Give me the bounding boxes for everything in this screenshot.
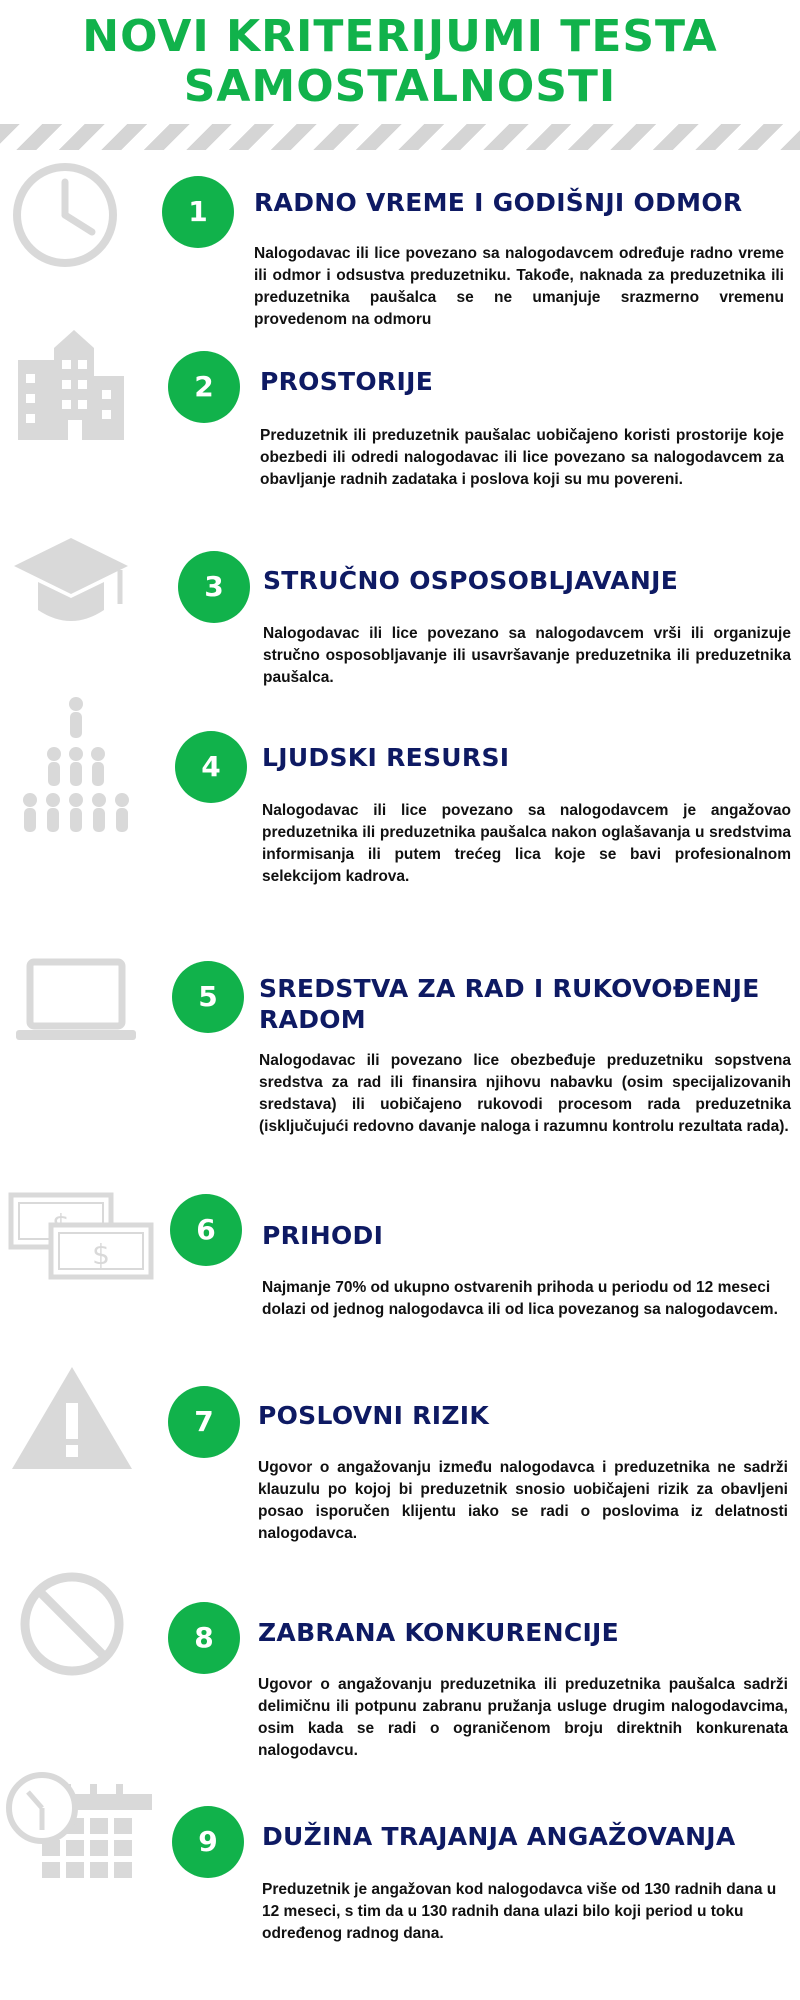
section-text-5: Nalogodavac ili povezano lice obezbeđuje preduzetniku sopstvena sredstva za rad ili finansira njihovu nabavku (osim specijalizovanih sredstava) ili uobičajeno rukovodi procesom rada preduzetnika (isključujući redovno davanje naloga i razumnu kontrolu rezultata rada). bbox=[259, 1052, 791, 1135]
section-text-6: Najmanje 70% od ukupno ostvarenih prihoda u periodu od 12 meseci dolazi od jednog nalogodavca ili od lica povezanog sa nalogodavcem. bbox=[262, 1279, 778, 1318]
section-number-4: 4 bbox=[175, 731, 247, 803]
section-heading-9: DUŽINA TRAJANJA ANGAŽOVANJA bbox=[262, 1822, 736, 1851]
section-number-6: 6 bbox=[170, 1194, 242, 1266]
page-title bbox=[0, 12, 800, 112]
section-number-1: 1 bbox=[162, 176, 234, 248]
laptop-icon bbox=[14, 958, 138, 1044]
title-line-2: SAMOSTALNOSTI bbox=[183, 61, 617, 112]
section-heading-7: POSLOVNI RIZIK bbox=[258, 1401, 490, 1430]
section-text-7: Ugovor o angažovanju između nalogodavca i preduzetnika ne sadrži klauzulu po kojoj bi preduzetnik snosio uobičajeni rizik za obavljeni posao isporučen klijentu iako se radi o poslovima iz delatnosti nalogodavca. bbox=[258, 1459, 788, 1542]
people-hierarchy-icon bbox=[20, 696, 132, 836]
section-text-2: Preduzetnik ili preduzetnik paušalac uobičajeno koristi prostorije koje obezbedi ili odredi nalogodavac ili lice povezano sa nalogodavcem za obavljanje radnih zadataka i poslova koji su mu povereni. bbox=[260, 427, 784, 488]
graduation-cap-icon bbox=[12, 536, 130, 632]
section-text-8: Ugovor o angažovanju preduzetnika ili preduzetnika paušalca sadrži delimičnu ili potpunu zabranu pružanja usluge drugim nalogodavcima, osim kada se radi o ograničenom broju direktnih konkurenata nalogodavcu. bbox=[258, 1676, 788, 1759]
section-heading-5-line-2: RADOM bbox=[259, 1005, 366, 1034]
clock-icon bbox=[10, 160, 120, 270]
section-heading-2: PROSTORIJE bbox=[260, 367, 434, 396]
building-icon bbox=[16, 330, 126, 440]
section-heading-1: RADNO VREME I GODIŠNJI ODMOR bbox=[254, 188, 743, 217]
section-heading-3: STRUČNO OSPOSOBLJAVANJE bbox=[263, 566, 679, 595]
striped-divider bbox=[0, 124, 800, 150]
prohibited-icon bbox=[18, 1570, 126, 1678]
section-text-3: Nalogodavac ili lice povezano sa nalogodavcem vrši ili organizuje stručno osposobljavanje ili usavršavanje preduzetnika ili preduzetnika paušalca. bbox=[263, 625, 791, 686]
section-heading-5-line-1: SREDSTVA ZA RAD I RUKOVOĐENJE bbox=[259, 974, 760, 1003]
section-number-8: 8 bbox=[168, 1602, 240, 1674]
section-number-2: 2 bbox=[168, 351, 240, 423]
section-number-9: 9 bbox=[172, 1806, 244, 1878]
section-number-5: 5 bbox=[172, 961, 244, 1033]
section-text-1: Nalogodavac ili lice povezano sa nalogodavcem određuje radno vreme ili odmor i odsustva preduzetniku. Takođe, naknada za preduzetnika ili preduzetnika paušalca se ne umanjuje srazmerno vremenu provedenom na odmoru bbox=[254, 245, 784, 328]
section-text-9: Preduzetnik je angažovan kod nalogodavca više od 130 radnih dana u 12 meseci, s tim da u 130 radnih dana ulazi bilo koji period u toku određenog radnog dana. bbox=[262, 1881, 777, 1942]
section-heading-6: PRIHODI bbox=[262, 1221, 384, 1250]
section-number-3: 3 bbox=[178, 551, 250, 623]
title-line-1: NOVI KRITERIJUMI TESTA bbox=[82, 11, 718, 62]
calendar-clock-icon bbox=[6, 1772, 154, 1888]
section-heading-4: LJUDSKI RESURSI bbox=[262, 743, 510, 772]
money-symbol-2: $ bbox=[92, 1238, 110, 1271]
section-number-7: 7 bbox=[168, 1386, 240, 1458]
section-heading-8: ZABRANA KONKURENCIJE bbox=[258, 1618, 620, 1647]
section-text-4: Nalogodavac ili lice povezano sa nalogodavcem je angažovao preduzetnika ili preduzetnika paušalca nakon oglašavanja u sredstvima informisanja ili putem trećeg lica koje se bavi profesionalnom selekcijom kadrova. bbox=[262, 802, 791, 885]
warning-icon bbox=[10, 1365, 134, 1471]
section-heading-5 bbox=[259, 973, 760, 1035]
money-bills-icon bbox=[8, 1192, 154, 1282]
